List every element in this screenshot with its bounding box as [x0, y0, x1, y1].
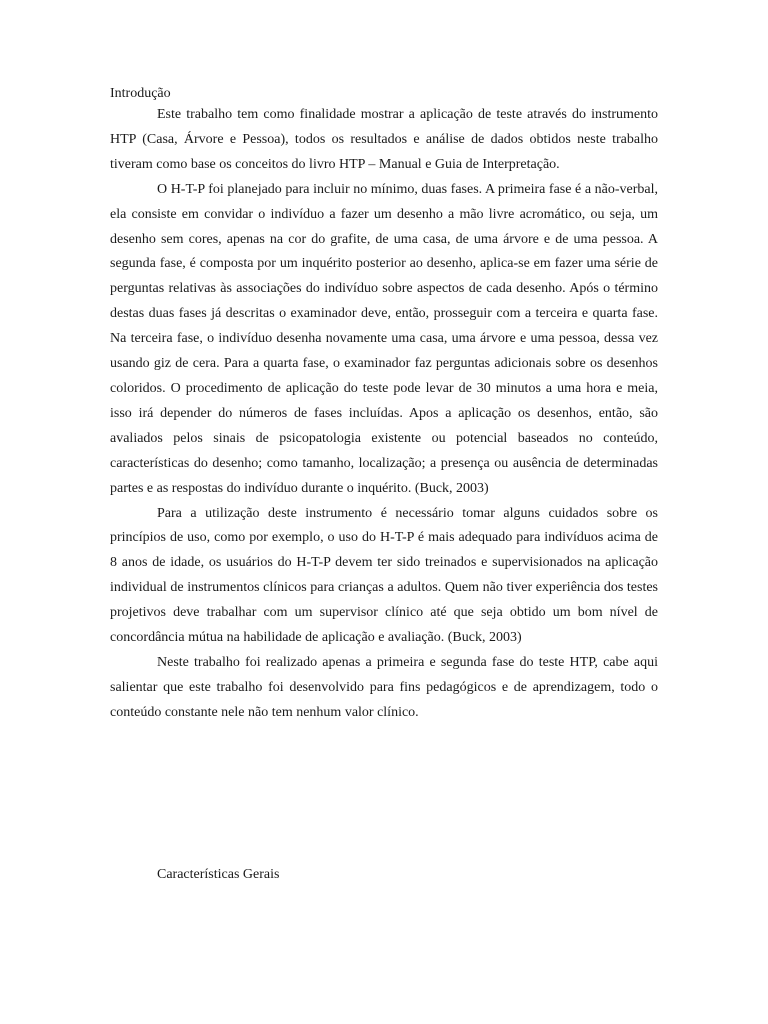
paragraph-scope-note: Neste trabalho foi realizado apenas a primeira e segunda fase do teste HTP, cabe aqui salientar que este trabalho foi desenvolvido para fins pedagógicos e de aprendizagem, todo o conteúdo constante nele não tem nenhum valor clínico.	[110, 654, 658, 720]
document-body	[110, 84, 658, 726]
intro-heading: Introdução	[110, 86, 171, 101]
paragraph-usage-principles: Para a utilização deste instrumento é necessário tomar alguns cuidados sobre os princípios de uso, como por exemplo, o uso do H-T-P é mais adequado para indivíduos acima de 8 anos de idade, os usuários do H-T-P devem ter sido treinados e supervisionados na aplicação individual de instrumentos clínicos para crianças a adultos. Quem não tiver experiência dos testes projetivos deve trabalhar com um supervisor clínico até que seja obtido um bom nível de concordância mútua na habilidade de aplicação e avaliação. (Buck, 2003)	[110, 505, 658, 646]
paragraph-purpose: Este trabalho tem como finalidade mostrar a aplicação de teste através do instrumento HTP (Casa, Árvore e Pessoa), todos os resultados e análise de dados obtidos neste trabalho tiveram como base os conceitos do livro HTP – Manual e Guia de Interpretação.	[110, 107, 658, 172]
paragraph-phases: O H-T-P foi planejado para incluir no mínimo, duas fases. A primeira fase é a não-verbal, ela consiste em convidar o indivíduo a fazer um desenho a mão livre acromático, ou seja, um desenho sem cores, apenas na cor do grafite, de uma casa, de uma árvore e de uma pessoa. A segunda fase, é composta por um inquérito posterior ao desenho, aplica-se em fazer uma série de perguntas relativas às associações do indivíduo sobre aspectos de cada desenho. Após o término destas duas fases já descritas o examinador deve, então, prosseguir com a terceira e quarta fase. Na terceira fase, o indivíduo desenha novamente uma casa, uma árvore e uma pessoa, dessa vez usando giz de cera. Para a quarta fase, o examinador faz perguntas adicionais sobre os desenhos coloridos. O procedimento de aplicação do teste pode levar de 30 minutos a uma hora e meia, isso irá depender do números de fases incluídas. Apos a aplicação os desenhos, então, são avaliados pelos sinais de psicopatologia existente ou potencial baseados no conteúdo, características do desenho; como tamanho, localização; a presença ou ausência de determinadas partes e as respostas do indivíduo durante o inquérito. (Buck, 2003)	[110, 181, 658, 496]
section-heading-caracteristicas: Características Gerais	[157, 867, 280, 882]
